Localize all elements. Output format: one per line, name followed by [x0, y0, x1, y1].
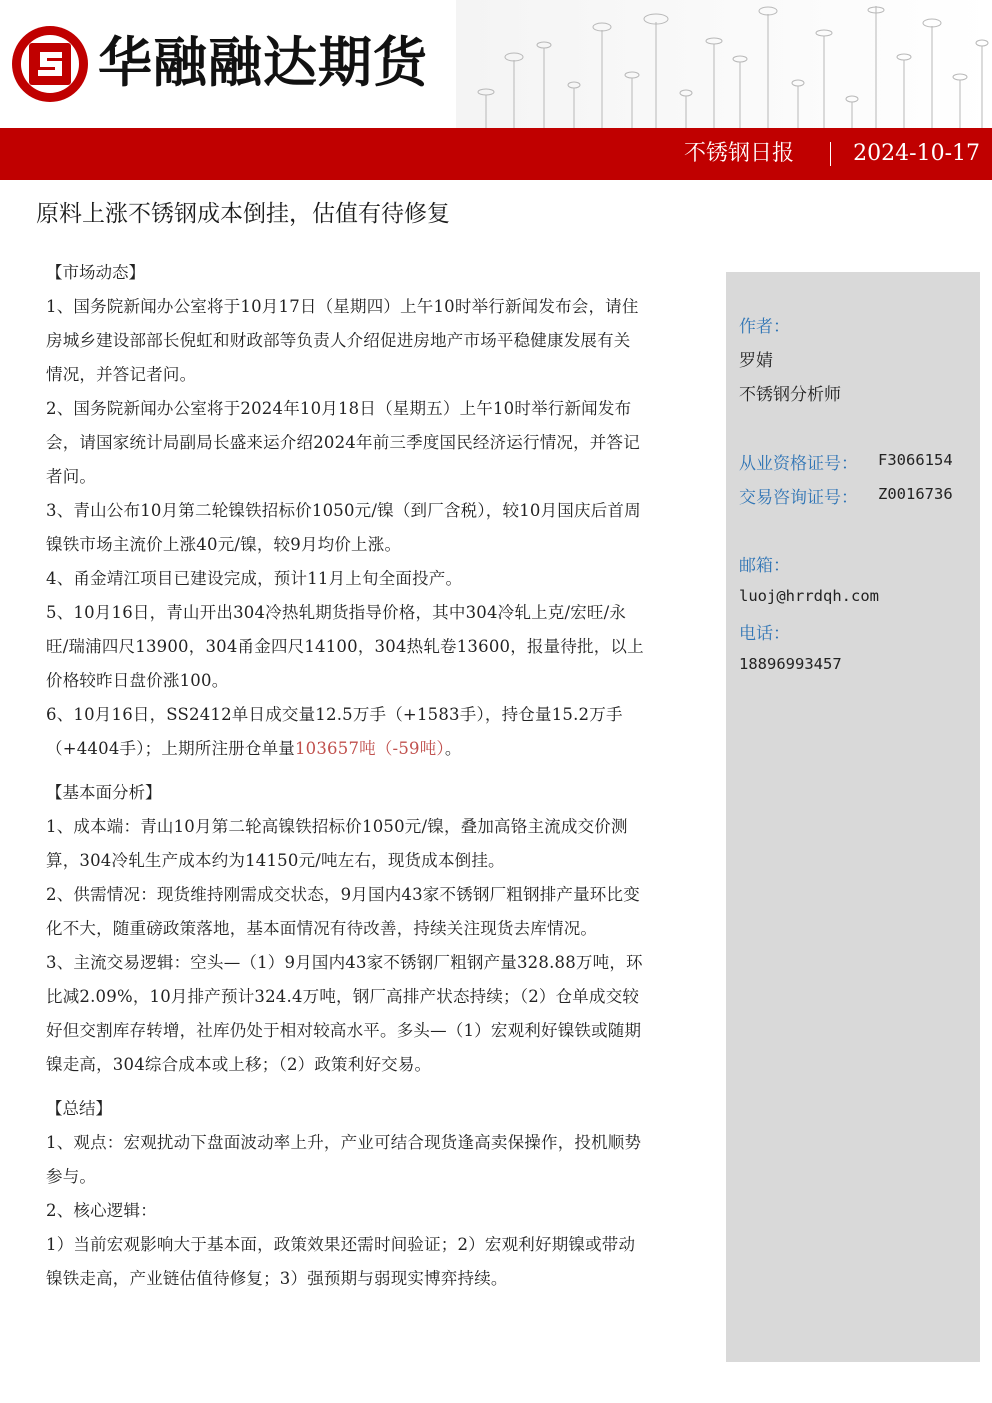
market-item: 5、10月16日，青山开出304冷热轧期货指导价格，其中304冷轧上克/宏旺/永旺/瑞浦四尺13900，304甬金四尺14100，304热轧卷13600，报量待批，以上价格较昨日盘价涨100。: [46, 603, 644, 690]
market-item: 1、国务院新闻办公室将于10月17日（星期四）上午10时举行新闻发布会，请住房城乡建设部部长倪虹和财政部等负责人介绍促进房地产市场平稳健康发展有关情况，并答记者问。: [46, 297, 639, 384]
section-title-market: 【市场动态】: [46, 263, 145, 282]
summary-item: 2、核心逻辑：: [46, 1201, 157, 1220]
report-title-bar: [0, 128, 992, 180]
summary-item: 1、观点：宏观扰动下盘面波动率上升，产业可结合现货逢高卖保操作，投机顺势参与。: [46, 1133, 642, 1186]
company-logo-icon: [10, 24, 90, 104]
consult-label: 交易咨询证号：: [739, 488, 858, 508]
market-item-6: [46, 698, 646, 766]
email-label: 邮箱：: [739, 556, 790, 576]
author-name: 罗婧: [739, 351, 773, 371]
company-name: 华融融达期货: [98, 31, 428, 94]
phone-number: 18896993457: [739, 655, 842, 673]
section-title-summary: 【总结】: [46, 1099, 112, 1118]
report-header: [0, 0, 992, 128]
fundamental-item: 2、供需情况：现货维持刚需成交状态，9月国内43家不锈钢厂粗钢排产量环比变化不大，随重磅政策落地，基本面情况有待改善，持续关注现货去库情况。: [46, 885, 640, 938]
section-title-fundamental: 【基本面分析】: [46, 783, 162, 802]
license-label: 从业资格证号：: [739, 454, 858, 474]
market-item: 2、国务院新闻办公室将于2024年10月18日（星期五）上午10时举行新闻发布会，请国家统计局副局长盛来运介绍2024年前三季度国民经济运行情况，并答记者问。: [46, 399, 640, 486]
market-item: 4、甬金靖江项目已建设完成，预计11月上旬全面投产。: [46, 569, 463, 588]
report-headline: 原料上涨不锈钢成本倒挂，估值有待修复: [36, 201, 450, 227]
author-sidebar: [726, 272, 980, 1362]
title-bar-divider: [830, 142, 831, 166]
report-name: 不锈钢日报: [683, 141, 794, 166]
header-decoration-graphic: [456, 0, 992, 128]
summary-item: 1）当前宏观影响大于基本面，政策效果还需时间验证；2）宏观利好期镍或带动镍铁走高，产业链估值待修复；3）强预期与弱现实博弈持续。: [46, 1235, 636, 1288]
author-title: 不锈钢分析师: [739, 385, 841, 405]
author-label: 作者：: [739, 317, 790, 337]
report-date: 2024-10-17: [853, 141, 980, 166]
license-number: F3066154: [878, 451, 953, 469]
market-item-6-text: 6、10月16日，SS2412单日成交量12.5万手（+1583手），持仓量15.2万手（+4404手）；上期所注册仓单量: [46, 705, 623, 758]
consult-number: Z0016736: [878, 485, 953, 503]
report-body: [46, 252, 646, 1296]
email-address[interactable]: luoj@hrrdqh.com: [739, 587, 879, 605]
fundamental-item: 1、成本端：青山10月第二轮高镍铁招标价1050元/镍，叠加高铬主流成交价测算，304冷轧生产成本约为14150元/吨左右，现货成本倒挂。: [46, 817, 628, 870]
market-item: 3、青山公布10月第二轮镍铁招标价1050元/镍（到厂含税），较10月国庆后首周镍铁市场主流价上涨40元/镍，较9月均价上涨。: [46, 501, 641, 554]
warehouse-receipt-highlight: 103657吨（-59吨）: [294, 739, 445, 758]
market-item-6-end: 。: [444, 739, 462, 758]
fundamental-item: 3、主流交易逻辑：空头—（1）9月国内43家不锈钢厂粗钢产量328.88万吨，环比减2.09%，10月排产预计324.4万吨，钢厂高排产状态持续；（2）仓单成交较好但交割库存转增，社库仍处于相对较高水平。多头—（1）宏观利好镍铁或随期镍走高，304综合成本或上移；（2）政策利好交易。: [46, 953, 643, 1074]
phone-label: 电话：: [739, 624, 790, 644]
